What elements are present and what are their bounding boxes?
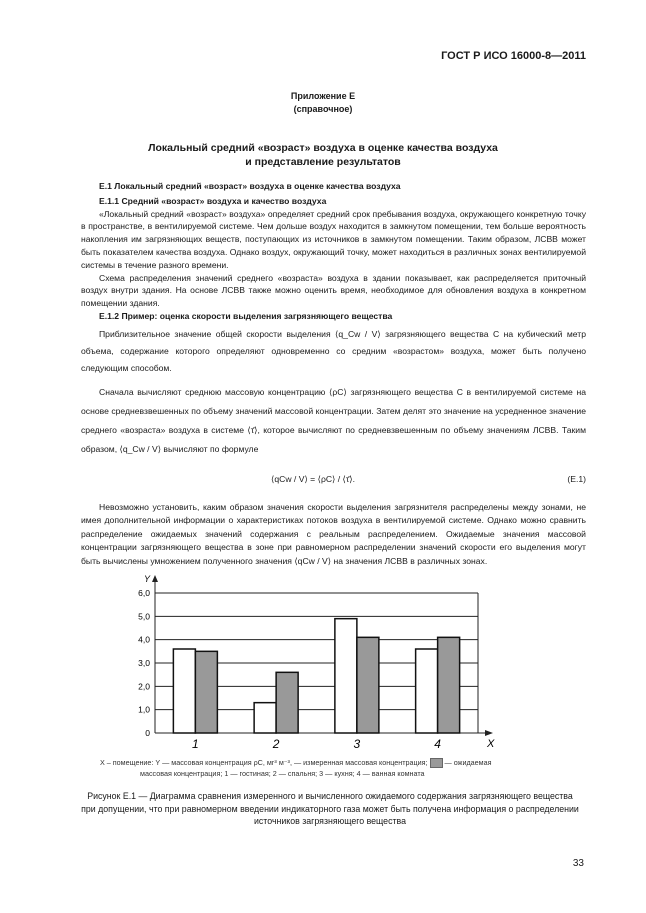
x-axis-label: X: [487, 738, 495, 750]
bar-measured: [416, 649, 438, 733]
paragraph: «Локальный средний «возраст» воздуха» определяет средний срок пребывания воздуха, окружающего конкретную точку в пространстве, в вентилируемой системе. Чем дольше воздух находится в замкнутом помещении, тем больше вероятность накопления им загрязняющих веществ, поступающих из источников в замкнутом помещении. Таким образом, ЛСВВ может быть показателем качества воздуха. Однако воздух, окружающий точку, может находиться в различных зонах вентилируемой системы в течение разного времени.: [81, 208, 586, 270]
x-tick-label: 3: [353, 737, 361, 750]
body-text: [81, 180, 586, 568]
bar-measured: [335, 619, 357, 733]
y-tick-label: 5,0: [138, 611, 150, 622]
paragraph: Невозможно установить, каким образом значения скорости выделения загрязнителя распределены между зонами, не имея дополнительной информации о характеристиках потоков воздуха в вентилируемой системе. Однако можно сравнить распределение ожидаемых значений содержания с реальным распределением. Ожидаемые значения массовой концентрации загрязняющего вещества в зоне при равномерном распределении значений скорости его выделения могут быть вычислены умножением полученного значения ⟨qCw / V⟩ на значения ЛСВВ в различных зонах.: [81, 501, 586, 566]
y-tick-label: 3,0: [138, 658, 150, 668]
page-title-line1: Локальный средний «возраст» воздуха в оценке качества воздуха: [148, 142, 498, 154]
y-axis-label: Y: [144, 574, 151, 584]
bar-measured: [173, 649, 195, 733]
legend-line1: X – помещение: Y — массовая концентрация ρC, мг³ м⁻³, — измеренная массовая концентрация;: [100, 758, 428, 767]
bar-expected: [357, 637, 379, 733]
bar-chart: [100, 570, 520, 750]
x-tick-label: 4: [434, 737, 441, 750]
bar-measured: [254, 703, 276, 733]
legend-line2: массовая концентрация; 1 — гостиная; 2 — спальня; 3 — кухня; 4 — ванная комната: [140, 769, 425, 779]
bar-expected: [195, 651, 217, 733]
legend-swatch-expected: [430, 758, 443, 768]
page-number: 33: [572, 858, 584, 869]
paragraph: Приблизительное значение общей скорости выделения ⟨q_Cw / V⟩ загрязняющего вещества С на кубический метр объема, содержание которого определяют одновременно со средним «возрастом» воздуха, может быть получено следующим способом.: [81, 328, 586, 373]
bar-expected: [276, 672, 298, 733]
bar-expected: [438, 637, 460, 733]
y-tick-label: 4,0: [138, 634, 150, 645]
figure-caption: Рисунок Е.1 — Диаграмма сравнения измеренного и вычисленного ожидаемого содержания загрязняющего вещества при допущении, что при равномерном введении индикаторного газа может быть получена информация о распределении источников загрязняющего вещества: [81, 791, 579, 826]
formula-block: [81, 463, 586, 497]
x-axis-arrow-icon: [485, 730, 493, 736]
y-axis-arrow-icon: [152, 575, 158, 582]
y-tick-label: 0: [145, 728, 150, 738]
appendix-title: Приложение Е: [290, 91, 356, 101]
paragraph: Сначала вычисляют среднюю массовую концентрацию ⟨ρC⟩ загрязняющего вещества С в вентилируемой системе на основе средневзвешенных по объему значений массовой концентрации. Затем делят это значение на усредненное значение среднего «возраста» воздуха в системе ⟨τ̄⟩, которое вычисляют по средневзвешенным по объему значениям ЛСВВ. Таким образом, ⟨q_Cw / V⟩ вычисляют по формуле: [81, 386, 586, 454]
document-header: ГОСТ Р ИСО 16000-8—2011: [441, 50, 586, 62]
appendix-note: (справочное): [293, 104, 353, 114]
section-e11-heading: Е.1.1 Средний «возраст» воздуха и качество воздуха: [99, 195, 327, 206]
formula: ⟨qCw / V⟩ = ⟨ρC⟩ / ⟨τ̄⟩.: [271, 473, 356, 484]
section-e12-heading: Е.1.2 Пример: оценка скорости выделения загрязняющего вещества: [99, 310, 393, 321]
page-title-line2: и представление результатов: [245, 156, 401, 168]
formula-number: (Е.1): [567, 473, 586, 484]
x-tick-label: 2: [272, 737, 280, 750]
section-e1-heading: Е.1 Локальный средний «возраст» воздуха в оценке качества воздуха: [99, 181, 401, 191]
legend-line1b: — ожидаемая: [444, 758, 492, 767]
y-tick-label: 6,0: [138, 588, 150, 598]
y-tick-label: 2,0: [138, 681, 150, 692]
y-tick-label: 1,0: [138, 704, 150, 715]
x-tick-label: 1: [192, 737, 199, 750]
paragraph: Схема распределения значений среднего «возраста» воздуха в здании показывает, как распределяется приточный воздух внутри здания. На основе ЛСВВ также можно оценить время, необходимое для обновления воздуха в конкретном помещении здания.: [81, 272, 586, 309]
chart-legend: [100, 757, 580, 779]
